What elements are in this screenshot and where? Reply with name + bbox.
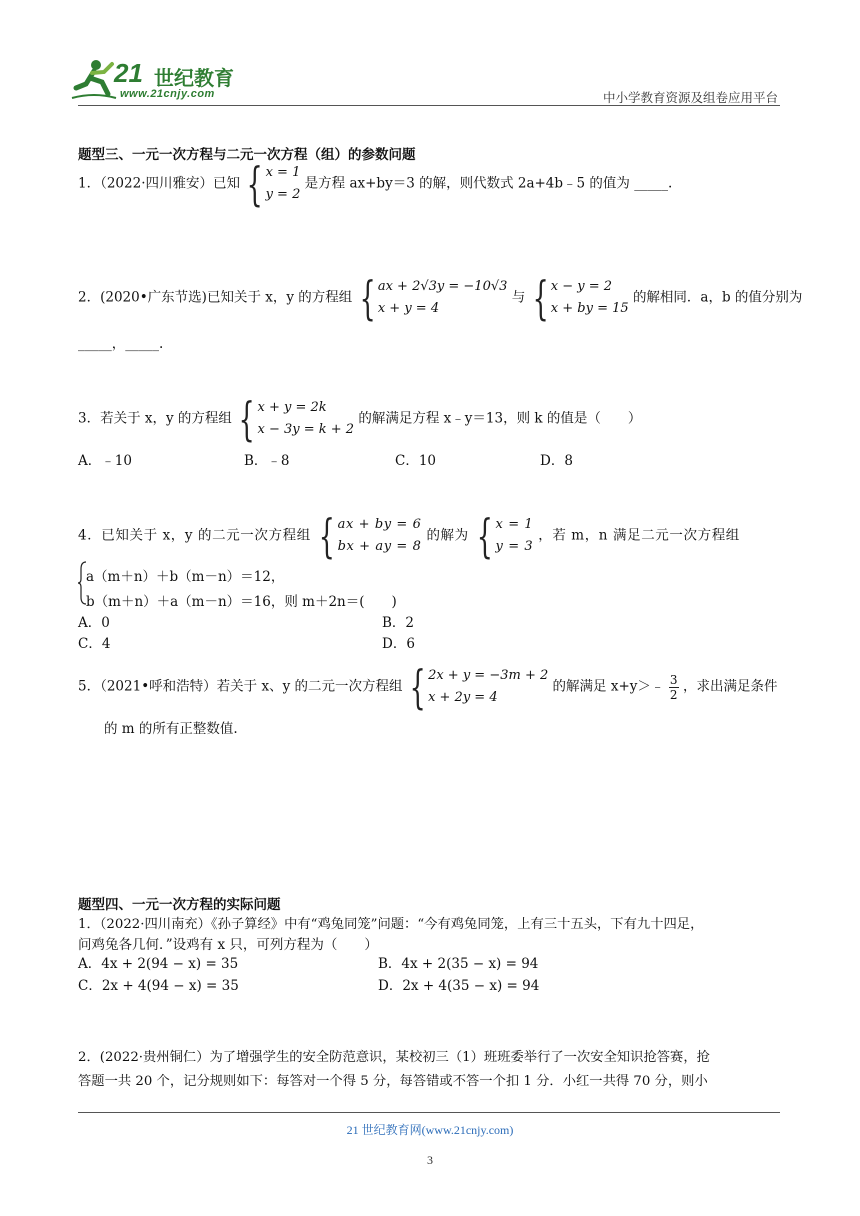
s3-q3-option-a: A．﹣10: [78, 453, 132, 469]
brace-icon: {: [409, 660, 426, 714]
s3-q4-option-d: D．6: [382, 636, 415, 652]
s4-q1-option-b: B．4x + 2(35 − x) = 94: [378, 956, 539, 972]
brace-icon: {: [532, 271, 549, 325]
site-logo: [70, 58, 240, 106]
s3-q1-eq2: y = 2: [265, 187, 301, 202]
s3-q1-eq1: x = 1: [265, 165, 301, 180]
s4-q1-option-c: C．2x + 4(94 − x) = 35: [78, 978, 239, 994]
s3-question-5: [78, 660, 778, 714]
s3-q2-sys1-eq1: ax + 2√3y = −10√3: [377, 279, 508, 294]
s3-q5-frac-den: 2: [669, 687, 678, 702]
section-3-title: 题型三、一元一次方程与二元一次方程（组）的参数问题: [78, 147, 416, 163]
s3-q1-suffix: 是方程 ax+by＝3 的解，则代数式 2a+4b﹣5 的值为 _____.: [304, 175, 673, 192]
s3-q3-option-d: D．8: [540, 453, 573, 469]
brace-icon: {: [318, 509, 335, 563]
s3-q5-mid: 的解满足 x+y＞﹣: [552, 678, 665, 695]
s3-q2-suffix: 的解相同．a，b 的值分别为: [632, 289, 803, 306]
logo-text: 世纪教育: [154, 68, 234, 90]
s3-q3-eq1: x + y = 2k: [257, 400, 327, 415]
footer-divider: [78, 1112, 780, 1113]
s4-q2-line2: 答题一共 20 个，记分规则如下：每答对一个得 5 分，每答错或不答一个扣 1 分．小红一共得 70 分，则小: [78, 1074, 708, 1089]
s3-question-4: [78, 509, 740, 563]
s3-q2-sys2-eq2: x + by = 15: [550, 301, 629, 316]
brace-icon: {: [476, 509, 493, 563]
s3-q5-eq1: 2x + y = −3m + 2: [428, 668, 549, 683]
s3-q4-option-a: A．0: [78, 615, 110, 631]
s3-q4-system-2: [474, 509, 534, 563]
s3-q4-option-b: B．2: [382, 615, 415, 631]
s3-q4-eq1: a（m＋n）＋b（m－n）＝12，: [86, 569, 285, 585]
s3-q2-line2: _____，_____.: [78, 336, 164, 352]
s3-q2-mid: 与: [511, 289, 526, 306]
s3-q1-prefix: 1．（2022·四川雅安）已知: [78, 175, 240, 192]
s4-q2-line1: 2．(2022·贵州铜仁）为了增强学生的安全防范意识，某校初三（1）班班委举行了一次安全知识抢答赛，抢: [78, 1050, 710, 1065]
s3-q2-sys2-eq1: x − y = 2: [550, 279, 613, 294]
s3-q2-prefix: 2．(2020•广东节选)已知关于 x，y 的方程组: [78, 289, 353, 306]
footer-link[interactable]: 21 世纪教育网(www.21cnjy.com): [346, 1123, 514, 1137]
s3-q2-system-2: [530, 271, 629, 325]
site-tagline: 中小学教育资源及组卷应用平台: [602, 90, 778, 105]
s3-q4-sys2-eq2: y = 3: [495, 539, 534, 554]
s3-q3-option-c: C．10: [395, 453, 437, 469]
page-number: 3: [427, 1153, 433, 1167]
s3-q5-line2: 的 m 的所有正整数值.: [104, 721, 238, 737]
logo-number: 21: [114, 58, 143, 88]
s3-question-1: [78, 157, 673, 211]
s3-q1-system: [244, 157, 301, 211]
brace-icon: {: [238, 392, 255, 446]
s3-q2-sys1-eq2: x + y = 4: [377, 301, 440, 316]
s3-q4-option-c: C．4: [78, 636, 111, 652]
s3-q2-system-1: [357, 271, 508, 325]
s3-q4-eq2: b（m＋n）＋a（m－n）＝16，则 m＋2n＝( ): [86, 594, 397, 610]
s3-q4-mid: 的解为: [426, 527, 469, 544]
s3-q3-eq2: x − 3y = k + 2: [257, 422, 355, 437]
section-4-title: 题型四、一元一次方程的实际问题: [78, 897, 281, 913]
s3-q5-eq2: x + 2y = 4: [428, 690, 498, 705]
s3-q5-suffix: ，求出满足条件: [682, 678, 778, 695]
running-man-icon: [70, 58, 118, 102]
brace-icon: {: [246, 157, 263, 211]
header-divider: [78, 105, 780, 106]
s3-q5-frac-num: 3: [669, 672, 678, 687]
s3-q4-prefix: 4．已知关于 x，y 的二元一次方程组: [78, 527, 311, 544]
s3-q5-system: [407, 660, 549, 714]
s4-q1-line2: 问鸡兔各几何．”设鸡有 x 只，可列方程为（ ）: [78, 937, 378, 953]
s3-question-3: [78, 392, 642, 446]
s3-q3-option-b: B．﹣8: [244, 453, 290, 469]
s3-q3-system: [236, 392, 355, 446]
s3-q4-system-1: [316, 509, 422, 563]
logo-url: www.21cnjy.com: [120, 88, 215, 100]
s3-q5-prefix: 5．（2021•呼和浩特）若关于 x、y 的二元一次方程组: [78, 678, 403, 695]
s3-q3-suffix: 的解满足方程 x﹣y＝13，则 k 的值是（ ）: [358, 410, 642, 427]
s3-question-2: [78, 271, 803, 325]
s3-q4-sys1-eq2: bx + ay = 8: [337, 539, 422, 554]
s4-q1-option-d: D．2x + 4(35 − x) = 94: [378, 978, 540, 994]
brace-icon: {: [359, 271, 376, 325]
s3-q5-fraction: [669, 673, 679, 702]
s3-q4-sys2-eq1: x = 1: [495, 517, 534, 532]
s4-q1-line1: 1．（2022·四川南充）《孙子算经》中有“鸡兔同笼”问题：“今有鸡兔同笼，上有三十五头，下有九十四足，: [78, 917, 704, 932]
s3-q4-suffix: ，若 m，n 满足二元一次方程组: [538, 527, 740, 544]
s3-q4-sys1-eq1: ax + by = 6: [337, 517, 422, 532]
s4-q1-option-a: A．4x + 2(94 − x) = 35: [78, 956, 239, 972]
s3-q3-prefix: 3．若关于 x，y 的方程组: [78, 410, 232, 427]
